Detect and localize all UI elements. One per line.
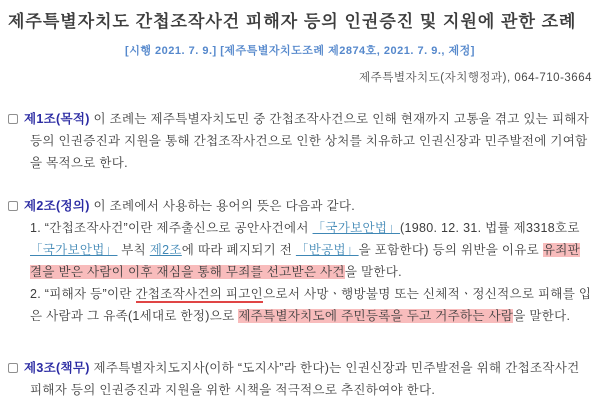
articles-container <box>8 108 592 401</box>
enforcement-info: [시행 2021. 7. 9.] [제주특별자치도조례 제2874호, 2021. 7. 9., 제정] <box>125 45 475 57</box>
checkbox-unchecked-icon[interactable] <box>8 201 18 211</box>
article-2 <box>8 195 592 327</box>
article-heading: 제2조(정의) <box>24 199 90 213</box>
body-text: 을 포함한다) 등의 위반을 이유로 <box>358 243 543 257</box>
body-text: 에 따라 폐지되기 전 <box>181 243 296 257</box>
body-text: 제주특별자치도지사(이하 “도지사”라 한다)는 인권신장과 민주발전을 위해 간첩조작사건 피해자 등의 인권증진과 지원을 위한 시책을 적극적으로 추진하여야 한다. <box>30 361 580 397</box>
article-lead-paragraph <box>24 108 592 174</box>
body-text: 으로서 사망ㆍ행방불명 또는 신체적ㆍ정신적으로 피해를 입은 사람과 그 유족(1세대로 한정)으로 <box>30 287 592 323</box>
body-text: 2. “피해자 등”이란 <box>30 287 136 301</box>
checkbox-unchecked-icon[interactable] <box>8 114 18 124</box>
article-heading: 제1조(목적) <box>24 112 90 126</box>
law-link[interactable]: 「국가보안법」 <box>312 221 401 235</box>
article-3 <box>8 357 592 401</box>
body-text: (1980. 12. 31. 법률 제3318호로 <box>400 221 580 235</box>
highlighted-text: 유죄판결을 받은 사람이 이후 재심을 통해 무죄를 선고받은 사건 <box>30 243 580 279</box>
red-underlined-text: 간첩조작사건의 피고인 <box>135 287 264 301</box>
body-text: 을 말한다. <box>513 309 571 323</box>
body-text: 1. “간첩조작사건”이란 제주출신으로 공안사건에서 <box>30 221 313 235</box>
page-title: 제주특별자치도 간첩조작사건 피해자 등의 인권증진 및 지원에 관한 조례 <box>8 12 577 31</box>
checkbox-unchecked-icon[interactable] <box>8 363 18 373</box>
article-lead-paragraph <box>24 357 592 401</box>
body-text: 이 조례에서 사용하는 용어의 뜻은 다음과 같다. <box>89 199 355 213</box>
body-text: 을 말한다. <box>344 265 402 279</box>
definition-item-2 <box>30 283 592 327</box>
law-link[interactable]: 제2조 <box>149 243 182 257</box>
law-link[interactable]: 「국가보안법」 <box>30 243 118 257</box>
law-link[interactable]: 「반공법」 <box>295 243 359 257</box>
article-heading: 제3조(책무) <box>24 361 90 375</box>
department-contact: 제주특별자치도(자치행정과), 064-710-3664 <box>359 72 592 84</box>
body-text: 이 조례는 제주특별자치도민 중 간첩조작사건으로 인해 현재까지 고통을 겪고 있는 피해자 등의 인권증진과 지원을 통해 간첩조작사건으로 인한 상처를 치유하고 인권신장과 민주발전에 기여함을 목적으로 한다. <box>30 112 590 170</box>
article-lead-paragraph <box>24 195 592 217</box>
article-1 <box>8 108 592 174</box>
body-text: 부칙 <box>117 243 150 257</box>
highlighted-text: 제주특별자치도에 주민등록을 두고 거주하는 사람 <box>238 309 514 323</box>
definition-item-1 <box>30 217 592 283</box>
